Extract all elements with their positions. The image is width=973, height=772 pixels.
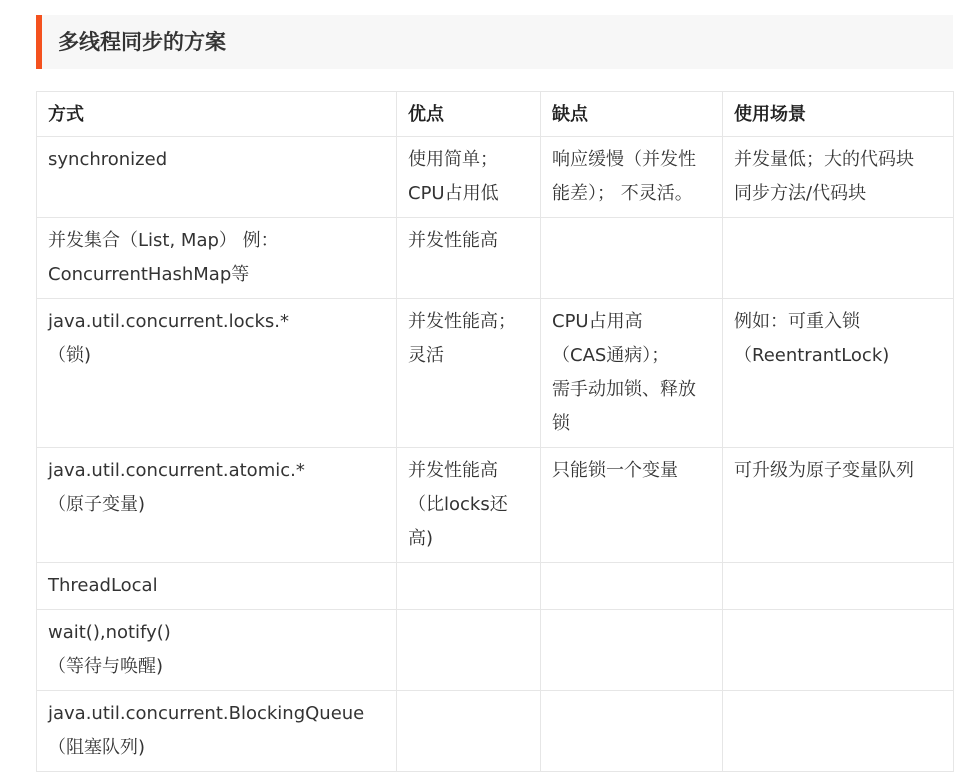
table-row [37, 299, 954, 448]
table-row [37, 563, 954, 610]
cell-text-line: 锁 [552, 413, 570, 434]
cell-text-line: CPU占用高 [552, 311, 643, 332]
table-row [37, 691, 954, 772]
cell-method [37, 610, 397, 691]
cell-text-line: java.util.concurrent.BlockingQueue [48, 703, 365, 724]
cell-method [37, 448, 397, 563]
cell-cons [541, 299, 723, 448]
sync-solutions-table [36, 91, 954, 772]
cell-usage [723, 137, 954, 218]
cell-method [37, 691, 397, 772]
cell-text-line: 并发性能高 [408, 230, 498, 251]
table-body [37, 137, 954, 772]
cell-method [37, 299, 397, 448]
section-heading [36, 15, 953, 69]
cell-cons [541, 137, 723, 218]
cell-cons [541, 563, 723, 610]
cell-pros [397, 299, 541, 448]
cell-text-line: （比locks还 [408, 494, 508, 515]
cell-text-line: 响应缓慢（并发性 [552, 149, 696, 170]
cell-usage [723, 610, 954, 691]
cell-usage [723, 563, 954, 610]
cell-usage [723, 448, 954, 563]
header-pros: 优点 [397, 92, 541, 137]
table-row [37, 137, 954, 218]
cell-text-line: synchronized [48, 149, 168, 170]
cell-usage [723, 691, 954, 772]
cell-text-line: 高) [408, 528, 434, 549]
cell-text-line: （等待与唤醒) [48, 656, 164, 677]
cell-cons [541, 218, 723, 299]
cell-cons [541, 691, 723, 772]
cell-cons [541, 448, 723, 563]
cell-method [37, 218, 397, 299]
cell-pros [397, 691, 541, 772]
cell-text-line: ConcurrentHashMap等 [48, 264, 250, 285]
header-cons: 缺点 [541, 92, 723, 137]
cell-text-line: 可升级为原子变量队列 [734, 460, 914, 481]
table-header-row [37, 92, 954, 137]
cell-text-line: 需手动加锁、释放 [552, 379, 696, 400]
cell-text-line: 灵活 [408, 345, 444, 366]
cell-pros [397, 563, 541, 610]
cell-text-line: （锁) [48, 345, 92, 366]
cell-pros [397, 218, 541, 299]
cell-pros [397, 137, 541, 218]
table-row [37, 218, 954, 299]
header-usage: 使用场景 [723, 92, 954, 137]
cell-text-line: 例如：可重入锁 [734, 311, 860, 332]
table-row [37, 610, 954, 691]
cell-text-line: java.util.concurrent.locks.* [48, 311, 290, 332]
cell-text-line: （阻塞队列) [48, 737, 146, 758]
cell-text-line: wait(),notify() [48, 622, 171, 643]
cell-cons [541, 610, 723, 691]
cell-text-line: 并发集合（List, Map） 例： [48, 230, 279, 251]
cell-text-line: （ReentrantLock) [734, 345, 890, 366]
cell-text-line: 并发量低；大的代码块 [734, 149, 914, 170]
cell-text-line: CPU占用低 [408, 183, 499, 204]
section-title: 多线程同步的方案 [58, 30, 226, 54]
cell-method [37, 137, 397, 218]
cell-pros [397, 448, 541, 563]
cell-text-line: 能差）； 不灵活。 [552, 183, 693, 204]
cell-usage [723, 299, 954, 448]
cell-text-line: 并发性能高； [408, 311, 516, 332]
cell-pros [397, 610, 541, 691]
header-method: 方式 [37, 92, 397, 137]
cell-text-line: （原子变量) [48, 494, 146, 515]
cell-text-line: 并发性能高 [408, 460, 498, 481]
cell-method [37, 563, 397, 610]
table-row [37, 448, 954, 563]
cell-text-line: java.util.concurrent.atomic.* [48, 460, 305, 481]
cell-usage [723, 218, 954, 299]
cell-text-line: ThreadLocal [48, 575, 158, 596]
cell-text-line: 只能锁一个变量 [552, 460, 678, 481]
cell-text-line: 同步方法/代码块 [734, 183, 867, 204]
cell-text-line: 使用简单； [408, 149, 498, 170]
cell-text-line: （CAS通病）； [552, 345, 670, 366]
